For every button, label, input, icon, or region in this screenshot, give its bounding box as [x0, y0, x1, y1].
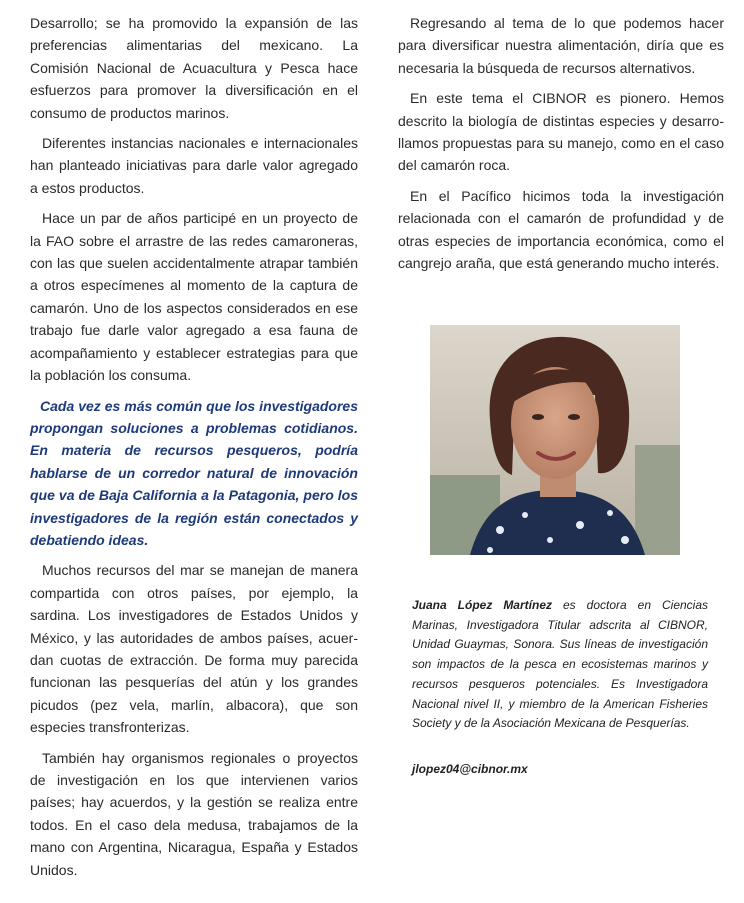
- author-bio-text: es doctora en Ciencias Marinas, Investigadora Titular adscrita al CIBNOR, Unidad Guaymas, Sonora. Sus líneas de investigación son impactos de la pesca en ecosistemas marinos y recursos pesqueros potenciales. Es Investigadora Nacional nivel II, y miembro de la American Fisheries Society y de la Asociación Mexicana de Pesquerías.: [412, 598, 709, 731]
- paragraph: Hace un par de años participé en un proyecto de la FAO sobre el arrastre de las redes camaroneras, con las que suelen accidentalmente atrapar también a otros especímenes al momento de la captura de camarón. Uno de los aspectos considerados en ese trabajo fue darle valor agregado a esa fauna de acompañamiento y establecer estrategias para que la población los consuma.: [30, 210, 358, 384]
- paragraph: Desarrollo; se ha promovido la expansión de las preferencias alimentarias del mexicano. La Comisión Nacional de Acuacultura y Pesca hace esfuerzos para promover la diversificación en el consumo de productos marinos.: [30, 15, 358, 121]
- portrait-photo-icon: [430, 325, 680, 555]
- author-name: Juana López Martínez: [412, 598, 552, 612]
- paragraph: Diferentes instancias nacionales e internacionales han planteado iniciativas para darle valor agregado a estos productos.: [30, 135, 358, 196]
- highlight-quote: Cada vez es más común que los investigadores propongan soluciones a problemas cotidianos. En materia de recursos pesqueros, podría hablarse de un corredor natural de innovación que va de Baja California a la Patagonia, pero los investigadores de la región están conectados y debatiendo ideas.: [30, 397, 358, 548]
- author-email[interactable]: jlopez04@cibnor.mx: [412, 762, 528, 776]
- paragraph: En el Pacífico hicimos toda la investigación relacionada con el camarón de profundidad y de otras especies de importancia económica, como el cangrejo araña, que está generando mucho interés.: [398, 187, 724, 272]
- paragraph: Regresando al tema de lo que podemos hacer para diversificar nuestra alimentación, diría que es necesaria la búsqueda de recursos alternativos.: [398, 15, 724, 76]
- right-column: [398, 12, 724, 282]
- paragraph: En este tema el CIBNOR es pionero. Hemos descrito la biología de distintas especies y desarrollamos propuestas para su manejo, como en el caso del camarón roca.: [398, 90, 724, 174]
- left-column: [30, 12, 358, 889]
- paragraph: Muchos recursos del mar se manejan de manera compartida con otros países, por ejemplo, la sardina. Los investigadores de Estados Unidos y México, y las autoridades de ambos países, acuerdan cuotas de extracción. De forma muy parecida funcionan las pesquerías del atún y los grandes picudos (pez vela, marlín, albacora), que son especies transfronterizas.: [30, 562, 358, 736]
- author-bio: [412, 596, 708, 734]
- paragraph: También hay organismos regionales o proyectos de investigación en los que intervienen varios países; hay acuerdos, y la gestión se realiza entre todos. En el caso dela medusa, trabajamos de la mano con Argentina, Nicaragua, España y Estados Unidos.: [30, 749, 358, 878]
